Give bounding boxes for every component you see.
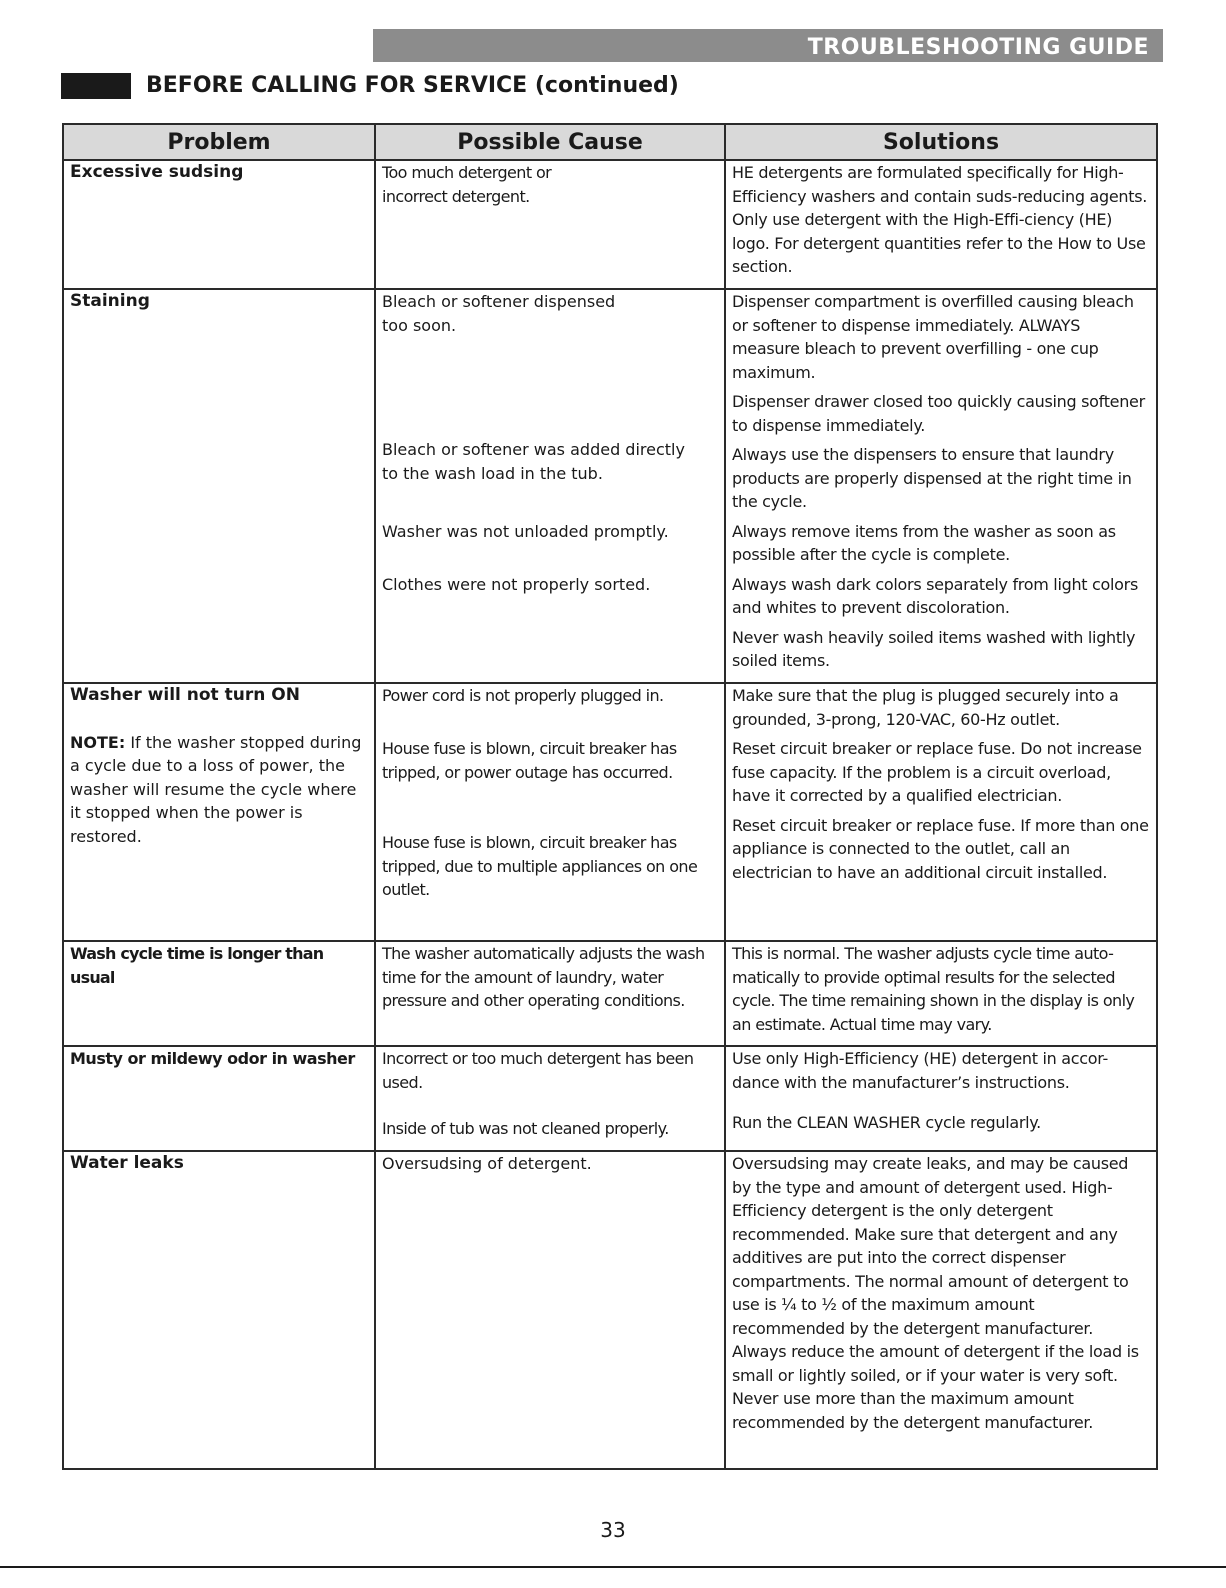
problem-title: Water leaks — [70, 1153, 184, 1173]
solution-item: Always wash dark colors separately from light colors and whites to prevent discoloration. — [732, 574, 1138, 617]
problem-title: Musty or mildewy odor in washer — [70, 1049, 355, 1068]
section-title: BEFORE CALLING FOR SERVICE (continued) — [146, 73, 679, 98]
cause-cell — [375, 941, 725, 1046]
header-problem: Problem — [63, 124, 375, 160]
cause-item: Bleach or softener dispensed too soon. — [382, 292, 616, 335]
problem-note — [70, 731, 368, 849]
cause-item: House fuse is blown, circuit breaker has tripped, due to multiple appliances on one outlet. — [382, 833, 698, 899]
table-row — [63, 160, 1157, 289]
solution-item: Always remove items from the washer as soon as possible after the cycle is complete. — [732, 521, 1116, 564]
cause-item: The washer automatically adjusts the wash time for the amount of laundry, water pressure and other operating conditions. — [382, 944, 705, 1010]
solution-cell — [725, 1151, 1157, 1469]
table-header-row — [63, 124, 1157, 160]
solution-item: Dispenser drawer closed too quickly causing softener to dispense immediately. — [732, 392, 1145, 435]
solution-item: Run the CLEAN WASHER cycle regularly. — [732, 1113, 1041, 1132]
problem-title: Staining — [70, 291, 150, 311]
table-row — [63, 289, 1157, 683]
solution-item: HE detergents are formulated specifically for High-Efficiency washers and contain suds-reducing agents. Only use detergent with the High-Effi-ciency (HE) logo. For detergent quantities refer to the How to Use section. — [732, 163, 1148, 276]
problem-cell — [63, 1151, 375, 1469]
solution-cell — [725, 941, 1157, 1046]
cause-cell — [375, 1046, 725, 1151]
cause-item: Clothes were not properly sorted. — [382, 575, 651, 594]
problem-cell — [63, 289, 375, 683]
problem-cell — [63, 683, 375, 941]
solution-cell — [725, 289, 1157, 683]
table-row — [63, 1046, 1157, 1151]
table-row — [63, 1151, 1157, 1469]
problem-title: Excessive sudsing — [70, 162, 244, 182]
bottom-rule — [0, 1566, 1226, 1568]
table-row — [63, 683, 1157, 941]
problem-cell — [63, 160, 375, 289]
cause-cell — [375, 683, 725, 941]
header-possible-cause: Possible Cause — [375, 124, 725, 160]
problem-title: Washer will not turn ON — [70, 685, 300, 705]
cause-item: Too much detergent or incorrect detergent. — [382, 163, 552, 206]
cause-item: Inside of tub was not cleaned properly. — [382, 1119, 669, 1138]
header-solutions: Solutions — [725, 124, 1157, 160]
solution-item: Reset circuit breaker or replace fuse. If more than one appliance is connected to the outlet, call an electrician to have an additional circuit installed. — [732, 815, 1149, 882]
problem-title: Wash cycle time is longer than usual — [70, 944, 324, 987]
troubleshooting-table — [62, 123, 1158, 1470]
cause-cell — [375, 289, 725, 683]
solution-item: Use only High-Efficiency (HE) detergent in accor-dance with the manufacturer’s instructions. — [732, 1049, 1108, 1092]
cause-item: Bleach or softener was added directly to the wash load in the tub. — [382, 440, 685, 483]
cause-item: Oversudsing of detergent. — [382, 1154, 592, 1173]
cause-item: Power cord is not properly plugged in. — [382, 686, 664, 705]
solution-item: Oversudsing may create leaks, and may be caused by the type and amount of detergent used. High-Efficiency detergent is the only detergent recommended. Make sure that detergent and any additives are put into the correct dispenser compartments. The normal amount of detergent to use is ¼ to ½ of the maximum amount recommended by the detergent manufacturer. Always reduce the amount of detergent if the load is small or lightly soiled, or if your water is very soft. Never use more than the maximum amount recommended by the detergent manufacturer. — [732, 1154, 1139, 1432]
solution-item: Reset circuit breaker or replace fuse. Do not increase fuse capacity. If the problem is a circuit overload, have it corrected by a qualified electrician. — [732, 739, 1142, 805]
solution-item: Dispenser compartment is overfilled causing bleach or softener to dispense immediately. ALWAYS measure bleach to prevent overfilling - one cup maximum. — [732, 292, 1134, 382]
section-marker-block — [61, 73, 131, 99]
cause-cell — [375, 1151, 725, 1469]
problem-cell — [63, 941, 375, 1046]
cause-item: Washer was not unloaded promptly. — [382, 522, 669, 541]
problem-cell — [63, 1046, 375, 1151]
solution-item: Make sure that the plug is plugged securely into a grounded, 3-prong, 120-VAC, 60-Hz outlet. — [732, 686, 1119, 729]
page-number: 33 — [600, 1518, 626, 1542]
cause-item: House fuse is blown, circuit breaker has tripped, or power outage has occurred. — [382, 739, 677, 782]
solution-cell — [725, 683, 1157, 941]
solution-item: Always use the dispensers to ensure that laundry products are properly dispensed at the right time in the cycle. — [732, 445, 1132, 511]
solution-item: This is normal. The washer adjusts cycle time auto-matically to provide optimal results for the selected cycle. The time remaining shown in the display is only an estimate. Actual time may vary. — [732, 944, 1135, 1034]
solution-cell — [725, 1046, 1157, 1151]
solution-cell — [725, 160, 1157, 289]
solution-item: Never wash heavily soiled items washed with lightly soiled items. — [732, 627, 1136, 670]
page-banner: TROUBLESHOOTING GUIDE — [373, 29, 1163, 62]
note-text: If the washer stopped during a cycle due to a loss of power, the washer will resume the cycle where it stopped when the power is restored. — [70, 732, 362, 846]
cause-cell — [375, 160, 725, 289]
note-label: NOTE: — [70, 732, 126, 752]
cause-item: Incorrect or too much detergent has been used. — [382, 1049, 694, 1092]
table-row — [63, 941, 1157, 1046]
